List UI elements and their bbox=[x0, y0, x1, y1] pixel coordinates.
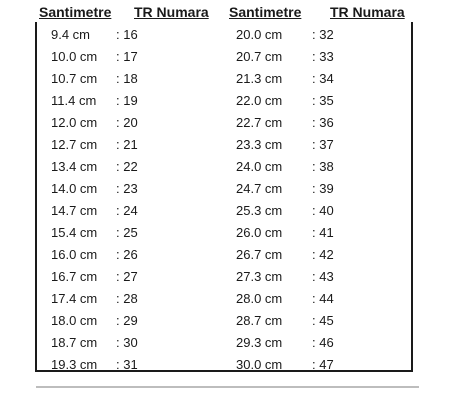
cell-tr-numara-left: : 29 bbox=[116, 313, 138, 328]
cell-santimetre-right: 23.3 cm bbox=[236, 137, 283, 152]
cell-santimetre-right: 24.7 cm bbox=[236, 181, 283, 196]
cell-tr-numara-left: : 30 bbox=[116, 335, 138, 350]
header-santimetre-left: Santimetre bbox=[39, 4, 112, 20]
cell-santimetre-right: 21.3 cm bbox=[236, 71, 283, 86]
cell-santimetre-left: 18.0 cm bbox=[51, 313, 98, 328]
cell-tr-numara-right: : 41 bbox=[312, 225, 334, 240]
cell-tr-numara-right: : 44 bbox=[312, 291, 334, 306]
table-row bbox=[33, 156, 413, 178]
cell-tr-numara-left: : 25 bbox=[116, 225, 138, 240]
cell-santimetre-right: 25.3 cm bbox=[236, 203, 283, 218]
header-santimetre-right: Santimetre bbox=[229, 4, 302, 20]
cell-tr-numara-left: : 26 bbox=[116, 247, 138, 262]
cell-santimetre-right: 26.0 cm bbox=[236, 225, 283, 240]
cell-tr-numara-left: : 27 bbox=[116, 269, 138, 284]
cell-santimetre-left: 19.3 cm bbox=[51, 357, 98, 372]
table-row bbox=[33, 24, 413, 46]
cell-tr-numara-left: : 28 bbox=[116, 291, 138, 306]
cell-tr-numara-left: : 31 bbox=[116, 357, 138, 372]
table-row bbox=[33, 112, 413, 134]
cell-santimetre-right: 28.7 cm bbox=[236, 313, 283, 328]
cell-santimetre-left: 11.4 cm bbox=[51, 93, 97, 108]
cell-tr-numara-right: : 34 bbox=[312, 71, 334, 86]
cell-tr-numara-left: : 23 bbox=[116, 181, 138, 196]
cell-santimetre-right: 27.3 cm bbox=[236, 269, 283, 284]
cell-tr-numara-left: : 16 bbox=[116, 27, 138, 42]
cell-santimetre-left: 10.7 cm bbox=[51, 71, 98, 86]
cell-tr-numara-left: : 18 bbox=[116, 71, 138, 86]
table-row bbox=[33, 222, 413, 244]
cell-tr-numara-right: : 46 bbox=[312, 335, 334, 350]
cell-tr-numara-left: : 17 bbox=[116, 49, 138, 64]
cell-tr-numara-right: : 35 bbox=[312, 93, 334, 108]
cell-tr-numara-right: : 42 bbox=[312, 247, 334, 262]
cell-tr-numara-right: : 40 bbox=[312, 203, 334, 218]
table-row bbox=[33, 354, 413, 376]
cell-santimetre-right: 26.7 cm bbox=[236, 247, 283, 262]
table-row bbox=[33, 68, 413, 90]
table-header bbox=[33, 4, 413, 22]
cell-santimetre-left: 14.7 cm bbox=[51, 203, 98, 218]
cell-tr-numara-right: : 43 bbox=[312, 269, 334, 284]
table-row bbox=[33, 244, 413, 266]
cell-tr-numara-right: : 47 bbox=[312, 357, 334, 372]
cell-santimetre-left: 10.0 cm bbox=[51, 49, 98, 64]
header-tr-numara-right: TR Numara bbox=[330, 4, 405, 20]
cell-santimetre-right: 22.7 cm bbox=[236, 115, 283, 130]
table-body bbox=[33, 24, 413, 376]
bottom-divider bbox=[36, 386, 419, 388]
cell-santimetre-left: 16.7 cm bbox=[51, 269, 98, 284]
cell-tr-numara-right: : 32 bbox=[312, 27, 334, 42]
cell-santimetre-right: 30.0 cm bbox=[236, 357, 283, 372]
table-row bbox=[33, 178, 413, 200]
table-row bbox=[33, 200, 413, 222]
table-row bbox=[33, 134, 413, 156]
cell-santimetre-left: 13.4 cm bbox=[51, 159, 98, 174]
cell-santimetre-left: 14.0 cm bbox=[51, 181, 98, 196]
table-row bbox=[33, 90, 413, 112]
cell-tr-numara-left: : 24 bbox=[116, 203, 138, 218]
table-row bbox=[33, 266, 413, 288]
cell-santimetre-left: 16.0 cm bbox=[51, 247, 98, 262]
cell-tr-numara-left: : 22 bbox=[116, 159, 138, 174]
cell-santimetre-left: 12.7 cm bbox=[51, 137, 98, 152]
cell-santimetre-right: 24.0 cm bbox=[236, 159, 283, 174]
table-row bbox=[33, 46, 413, 68]
cell-santimetre-right: 22.0 cm bbox=[236, 93, 283, 108]
table-row bbox=[33, 288, 413, 310]
cell-santimetre-left: 18.7 cm bbox=[51, 335, 98, 350]
cell-tr-numara-right: : 33 bbox=[312, 49, 334, 64]
cell-santimetre-right: 29.3 cm bbox=[236, 335, 283, 350]
cell-tr-numara-left: : 20 bbox=[116, 115, 138, 130]
cell-santimetre-left: 12.0 cm bbox=[51, 115, 98, 130]
cell-tr-numara-right: : 39 bbox=[312, 181, 334, 196]
size-chart-table bbox=[33, 4, 413, 372]
cell-tr-numara-right: : 38 bbox=[312, 159, 334, 174]
cell-santimetre-left: 9.4 cm bbox=[51, 27, 91, 42]
cell-tr-numara-right: : 36 bbox=[312, 115, 334, 130]
cell-santimetre-right: 20.0 cm bbox=[236, 27, 283, 42]
cell-santimetre-left: 17.4 cm bbox=[51, 291, 98, 306]
cell-tr-numara-left: : 21 bbox=[116, 137, 138, 152]
cell-tr-numara-right: : 37 bbox=[312, 137, 334, 152]
cell-tr-numara-left: : 19 bbox=[116, 93, 138, 108]
cell-santimetre-right: 20.7 cm bbox=[236, 49, 283, 64]
header-tr-numara-left: TR Numara bbox=[134, 4, 209, 20]
table-row bbox=[33, 310, 413, 332]
table-row bbox=[33, 332, 413, 354]
cell-santimetre-right: 28.0 cm bbox=[236, 291, 283, 306]
cell-tr-numara-right: : 45 bbox=[312, 313, 334, 328]
cell-santimetre-left: 15.4 cm bbox=[51, 225, 98, 240]
